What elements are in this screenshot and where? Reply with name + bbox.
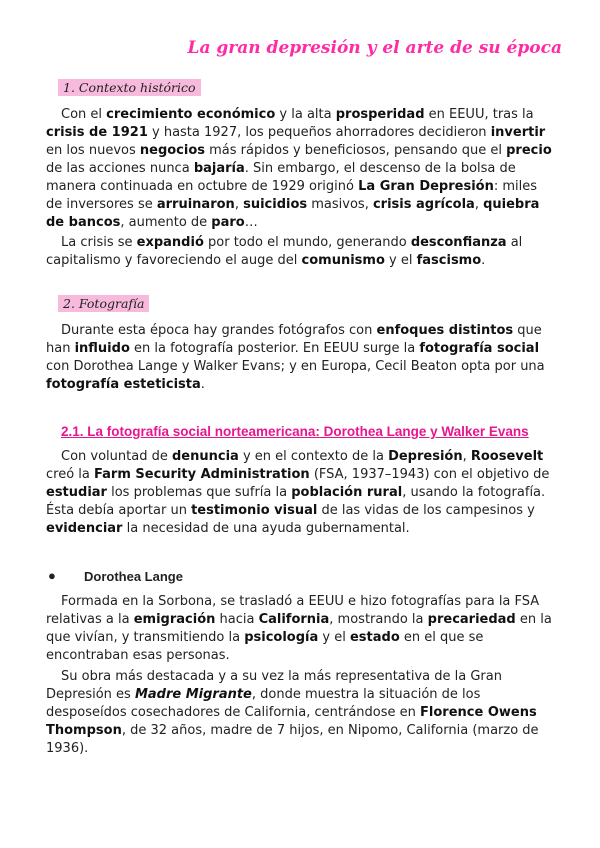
emphasis-text: La Gran Depresión <box>358 179 494 194</box>
emphasis-text: quiebra de bancos <box>46 197 540 230</box>
emphasis-text: paro <box>211 215 245 230</box>
emphasis-text: crecimiento económico <box>106 107 276 122</box>
emphasis-text: fascismo <box>416 253 482 268</box>
paragraph-lange-1: Formada en la Sorbona, se trasladó a EEUU e hizo fotografías para la FSA relativas a la emigración hacia California, mostrando la precariedad en la que vivían, y transmitiendo la psicología y el estado en el que se encontraban esas personas. <box>46 594 552 663</box>
emphasis-text: negocios <box>139 143 206 158</box>
paragraph-photography-1: Durante esta época hay grandes fotógrafos con enfoques distintos que han influido en la fotografía posterior. En EEUU surge la fotografía social con Dorothea Lange y Walker Evans; y en Europa, Cecil Beaton opta por una fotografía esteticista. <box>46 323 545 392</box>
emphasis-text: denuncia <box>171 449 239 464</box>
emphasis-text: suicidios <box>243 197 308 212</box>
emphasis-text: emigración <box>133 612 216 627</box>
paragraph-context-2: La crisis se expandió por todo el mundo, generando desconfianza al capitalismo y favoreciendo el auge del comunismo y el fascismo. <box>46 235 523 268</box>
emphasis-text: arruinaron <box>156 197 235 212</box>
section-heading-context: 1. Contexto histórico <box>58 79 201 96</box>
page-title: La gran depresión y el arte de su época <box>187 38 562 58</box>
emphasis-text: Roosevelt <box>470 449 544 464</box>
section-heading-photography: 2. Fotografía <box>58 295 149 312</box>
emphasis-text: bajaría <box>193 161 245 176</box>
emphasis-text: fotografía esteticista <box>46 377 201 392</box>
paragraph-context-1: Con el crecimiento económico y la alta prosperidad en EEUU, tras la crisis de 1921 y hasta 1927, los pequeños ahorradores decidieron invertir en los nuevos negocios más rápidos y beneficiosos, pensando que el precio de las acciones nunca bajaría. Sin embargo, el descenso de la bolsa de manera continuada en octubre de 1929 originó La Gran Depresión: miles de inversores se arruinaron, suicidios masivos, crisis agrícola, quiebra de bancos, aumento de paro… <box>46 107 552 230</box>
emphasis-text: Madre Migrante <box>134 687 252 702</box>
emphasis-text: estado <box>349 630 400 645</box>
emphasis-text: población rural <box>291 485 403 500</box>
emphasis-text: crisis de 1921 <box>46 125 148 140</box>
emphasis-text: comunismo <box>301 253 385 268</box>
bullet-item-dorothea-lange <box>46 569 183 584</box>
emphasis-text: precio <box>506 143 552 158</box>
emphasis-text: desconfianza <box>410 235 507 250</box>
emphasis-text: fotografía social <box>419 341 540 356</box>
emphasis-text: enfoques distintos <box>376 323 514 338</box>
emphasis-text: estudiar <box>46 485 107 500</box>
emphasis-text: influido <box>74 341 130 356</box>
bullet-label: Dorothea Lange <box>84 569 183 584</box>
emphasis-text: invertir <box>490 125 546 140</box>
emphasis-text: psicología <box>244 630 319 645</box>
emphasis-text: precariedad <box>427 612 516 627</box>
emphasis-text: testimonio visual <box>191 503 318 518</box>
bullet-list <box>46 569 183 584</box>
subsection-heading-social-photography: 2.1. La fotografía social norteamericana: Dorothea Lange y Walker Evans <box>61 424 529 439</box>
emphasis-text: prosperidad <box>335 107 425 122</box>
emphasis-text: Farm Security Administration <box>94 467 310 482</box>
emphasis-text: expandió <box>136 235 204 250</box>
emphasis-text: crisis agrícola <box>372 197 475 212</box>
paragraph-lange-2: Su obra más destacada y a su vez la más representativa de la Gran Depresión es Madre Migrante, donde muestra la situación de los desposeídos cosechadores de California, centrándose en Florence Owens Thompson, de 32 años, madre de 7 hijos, en Nipomo, California (marzo de 1936). <box>46 669 539 756</box>
emphasis-text: California <box>258 612 330 627</box>
emphasis-text: evidenciar <box>46 521 123 536</box>
bullet-dot-icon: ● <box>48 568 56 583</box>
emphasis-text: Florence Owens Thompson <box>46 705 537 738</box>
paragraph-social-1: Con voluntad de denuncia y en el contexto de la Depresión, Roosevelt creó la Farm Security Administration (FSA, 1937–1943) con el objetivo de estudiar los problemas que sufría la población rural, usando la fotografía. Ésta debía aportar un testimonio visual de las vidas de los campesinos y evidenciar la necesidad de una ayuda gubernamental. <box>46 449 550 536</box>
emphasis-text: Depresión <box>388 449 463 464</box>
